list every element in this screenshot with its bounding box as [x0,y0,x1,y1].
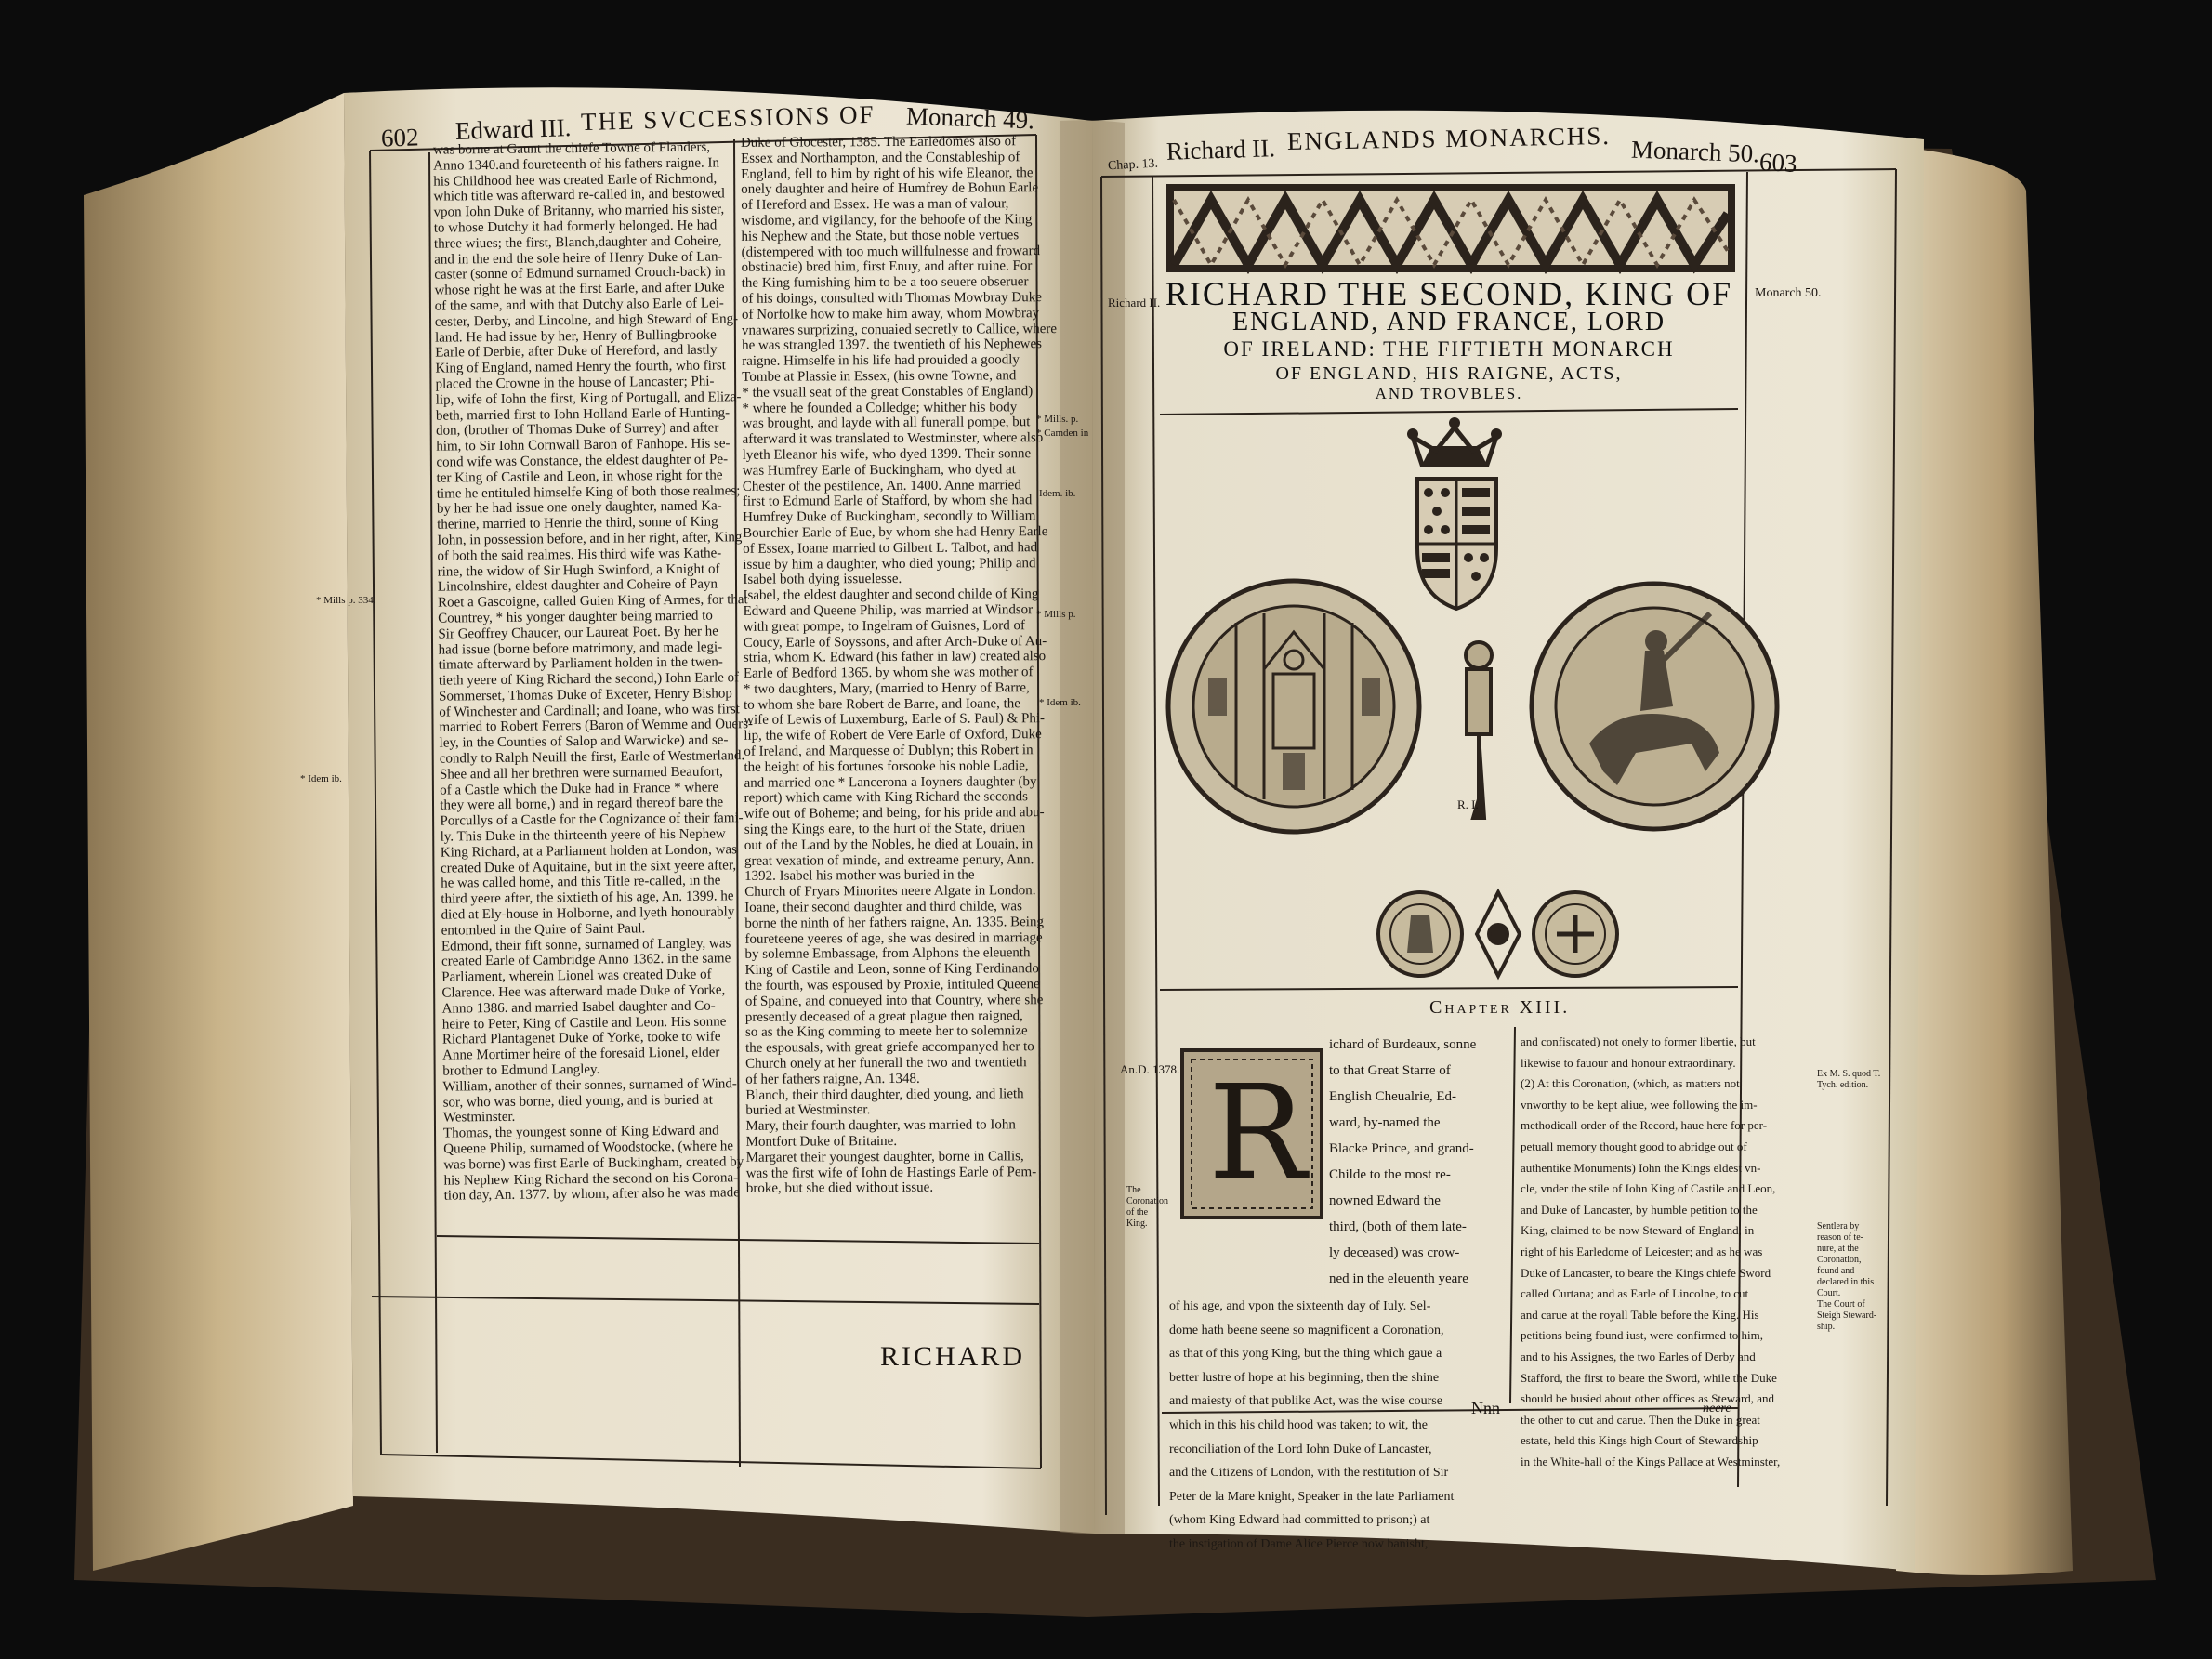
left-catchword: RICHARD [880,1341,1026,1372]
text-line: rine, the widow of Sir Hugh Swinford, a Knight of [437,560,720,580]
text-line: Childe to the most re- [1329,1167,1451,1182]
left-running-head-king: Edward III. [454,113,572,145]
left-running-head-monarch: Monarch 49. [905,101,1035,135]
text-line: of both the said realmes. His third wife was Kathe- [437,546,722,564]
text-line: lyeth Eleanor his wife, who dyed 1399. Their sonne [742,446,1032,463]
text-line: Isabel both dying issuelesse. [743,572,902,588]
text-line: great vexation of minde, and extreame penury, Ann. [744,851,1034,869]
title-line-5: AND TROVBLES. [1375,385,1523,402]
text-line: obstinacie) bred him, first Enuy, and after ruine. For [741,258,1033,276]
text-line: tieth yeere of King Richard the second,) Iohn Earle of [438,670,740,689]
text-line: and confiscated) not onely to former libertie, but [1521,1034,1756,1048]
margin-note: Coronation, [1817,1255,1862,1265]
left-margin-note-2: * Idem ib. [300,773,342,784]
chapter-title-block [1157,274,1741,404]
text-line: Iohn, in possession before, and in her right, after, King [437,530,743,548]
text-line: created Duke of Aquitaine, but in the sixt yeere after, [440,857,737,876]
text-line: of Ireland, and Marquesse of Dublyn; this Robert in [744,743,1034,759]
text-line: Duke of Glocester, 1385. The Earledomes also of [740,134,1017,151]
text-line: ley, in the Counties of Salop and Warwicke) and se- [439,732,729,751]
text-line: buried at Westminster. [745,1102,871,1119]
text-line: King of Castile and Leon, sonne of King Ferdinando [744,961,1039,979]
text-line: Earle of Derbie, after Duke of Hereford, and lastly [435,342,718,362]
text-line: of Norfolke how to make him away, whom Mowbray [741,305,1040,323]
text-line: Duke of Lancaster, to beare the Kings chiefe Sword [1521,1265,1771,1280]
text-line: reconciliation of the Lord Iohn Duke of Lancaster, [1169,1442,1432,1456]
text-line: Coucy, Earle of Soyssons, and after Arch-Duke of Au- [743,633,1047,651]
text-line: Peter de la Mare knight, Speaker in the late Parliament [1169,1489,1455,1504]
right-running-head-chapter: Chap. 13. [1107,156,1159,174]
margin-note: Tych. edition. [1817,1080,1869,1090]
text-line: (whom King Edward had committed to prison;) at [1169,1513,1430,1528]
text-line: likewise to fauour and honour extraordinary. [1521,1055,1736,1070]
text-line: the fourth, was espoused by Proxie, intituled Queene [744,977,1040,994]
text-line: * two daughters, Mary, (married to Henry of Barre, [743,680,1030,697]
text-line: tion day, An. 1377. by whom, after also he was made [443,1185,740,1204]
text-line: third yeere after, the sixtieth of his age, An. 1399. he [441,889,734,907]
text-line: Stafford, the first to beare the Sword, while the Duke [1521,1370,1777,1385]
text-line: timate afterward by Parliament holden in the twen- [438,654,723,673]
text-line: was Humfrey Earle of Buckingham, who dyed at [742,462,1016,479]
text-line: of Hereford and Essex. He was a man of valour, [741,196,1009,214]
text-line: Chester of the pestilence, An. 1400. Anne married [742,477,1021,494]
text-line: petitions being found iust, were confirmed to him, [1521,1328,1764,1343]
text-line: stria, whom K. Edward (his father in law) created also [743,649,1047,666]
text-line: presently deceased of a great plague then raigned, [744,1007,1023,1025]
text-line: estate, held this Kings high Court of Stewardship [1521,1433,1758,1448]
text-line: William, another of their sonnes, surnamed of Wind- [442,1076,737,1095]
text-line: English Cheualrie, Ed- [1329,1089,1457,1104]
text-line: 1392. Isabel his mother was buried in the [744,867,975,885]
text-line: Westminster. [442,1110,516,1126]
text-line: of her fathers raigne, An. 1348. [745,1071,920,1087]
date-margin: An.D. 1378. [1120,1062,1180,1076]
text-line: England, fell to him by right of his wife Eleanor, the [741,165,1034,182]
text-line: Parliament, wherein Lionel was created Duke of [441,967,712,985]
text-line: (2) At this Coronation, (which, as matters not [1521,1076,1740,1091]
text-line: cester, Derby, and Lincolne, and high Steward of Eng- [434,311,739,330]
text-line: vnworthy to be kept aliue, wee following the im- [1521,1097,1758,1112]
text-line: report) which came with King Richard the seconds [744,789,1029,807]
text-line: was brought, and layde with all funerall pompe, but [742,415,1031,432]
margin-note: reason of te- [1817,1232,1863,1243]
coin-left [1378,892,1462,976]
text-line: whose right he was at the first Earle, and after Duke [434,280,725,298]
text-line: of his doings, consulted with Thomas Mowbray Duke [741,290,1042,307]
text-line: Thomas, the youngest sonne of King Edward and [442,1123,719,1141]
text-line: petuall memory thought good to abridge out of [1521,1139,1747,1153]
text-line: heire to Peter, King of Castile and Leon. His sonne [441,1014,727,1033]
text-line: died at Ely-house in Holborne, and lyeth honourably [441,904,735,923]
text-line: Church of Fryars Minorites neere Algate in London. [744,883,1036,901]
text-line: to whom she bare Robert de Barre, and Ioane, the [744,695,1020,713]
text-line: had issue (borne before matrimony, and made legi- [438,639,723,658]
text-line: ter King of Castile and Leon, in whose right for the [436,467,723,486]
text-line: to whose Dutchy it had formerly belonged. He had [433,217,718,236]
drop-cap: R [1208,1058,1307,1209]
text-line: King Richard, at a Parliament holden at London, was [440,842,738,861]
text-line: Anno 1386. and married Isabel daughter and Co- [441,998,716,1017]
right-margin-title-right: Monarch 50. [1755,286,1822,300]
right-catchword: neere [1703,1402,1731,1415]
left-running-head-title: THE SVCCESSIONS OF [580,99,876,137]
text-line: Shee and all her brethren were surnamed Beaufort, [439,764,723,783]
text-line: raigne. Himselfe in his life had prouided a goodly [742,352,1020,369]
text-line: created Earle of Cambridge Anno 1362. in the same [441,951,731,970]
signature-mark: Nnn [1471,1399,1500,1417]
text-line: Edward and Queene Philip, was married at Windsor [743,602,1034,619]
text-line: Sir Geoffrey Chaucer, our Laureat Poet. By her he [438,624,718,642]
text-line: out of the Land by the Nobles, he died at Louain, in [744,836,1034,853]
text-line: Tombe at Plassie in Essex, (his owne Towne, and [742,368,1017,385]
text-line: Montfort Duke of Britaine. [745,1133,898,1150]
text-line: Countrey, * his yonger daughter being married to [438,608,713,626]
text-line: ichard of Burdeaux, sonne [1329,1037,1477,1052]
text-line: Margaret their youngest daughter, borne in Callis, [745,1149,1024,1165]
text-line: his Childhood hee was created Earle of Richmond, [433,171,718,190]
text-line: wife out of Boheme; and being, for his pride and abu- [744,805,1045,823]
text-line: dome hath beene seene so magnificent a Coronation, [1169,1323,1444,1337]
right-margin-notes [1817,1069,1891,1333]
text-line: broke, but she died without issue. [745,1180,934,1197]
text-line: * where he founded a Colledge; whither his body [742,399,1018,416]
text-line: by solemne Embassage, from Alphons the eleuenth [744,945,1031,963]
margin-note: Steigh Steward- [1817,1310,1877,1321]
right-running-head-king: Richard II. [1165,134,1276,165]
text-line: Bourchier Earle of Eue, by whom she had Henry Earle [743,524,1048,541]
text-line: wife of Lewis of Luxemburg, Earle of S. Paul) & Phi- [744,711,1046,729]
text-line: Ioane, their second daughter and third childe, was [744,899,1022,915]
text-line: Earle of Bedford 1365. by whom she was mother of [743,665,1034,681]
text-line: which title was afterward re-called in, and bestowed [433,186,725,205]
text-line: * the vsuall seat of the great Constables of England) [742,383,1034,401]
great-seal-majesty [1168,581,1419,832]
text-line: of Essex, Ioane married to Gilbert L. Talbot, and had [743,539,1038,557]
text-line: sor, who was borne, died young, and is buried at [442,1092,713,1111]
right-page-number: 603 [1758,147,1798,178]
text-line: first to Edmund Earle of Stafford, by whom she had [742,493,1033,510]
text-line: was borne) was first Earle of Buckingham, created by [443,1154,744,1173]
text-line: condly to Ralph Neuill the first, Earle of Westmerland. [439,748,745,767]
text-line: Humfrey Duke of Buckingham, secondly to William [743,508,1036,525]
margin-note: ship. [1817,1322,1836,1332]
text-line: authentike Monuments) Iohn the Kings eldest vn- [1521,1160,1761,1175]
inner-margin-note-4: * Mills p. [1036,609,1076,620]
text-line: ly. This Duke in the thirteenth yeere of his Nephew [440,826,726,845]
right-column-one-indented [1329,1032,1513,1297]
text-line: Blacke Prince, and grand- [1329,1141,1474,1156]
text-line: by her he had issue one onely daughter, named Ka- [436,498,722,517]
text-line: foureteene yeeres of age, she was desired in marriage [744,929,1043,947]
text-line: sing the Kings eare, to the hurt of the State, driuen [744,821,1026,837]
text-line: called Curtana; and as Earle of Lincolne, to cut [1521,1286,1749,1301]
text-line: Roet a Gascoigne, called Guien King of Armes, for that [437,592,748,611]
text-line: of Spaine, and conueyed into that Country, where she [744,992,1044,1009]
text-line: the other to cut and carue. Then the Duke in great [1521,1412,1760,1427]
text-line: of a Castle which the Duke had in France * where [440,780,719,798]
text-line: time he entituled himselfe King of both those realmes; [436,482,741,502]
title-line-1: RICHARD THE SECOND, KING OF [1165,275,1733,312]
text-line: right of his Earledome of Leicester; and as he was [1521,1244,1763,1258]
text-line: Porcullys of a Castle for the Cognizance of their fami- [440,810,744,829]
text-line: cond wife was Constance, the eldest daughter of Pe- [436,452,729,470]
text-line: beth, married first to Iohn Holland Earle of Hunting- [435,404,731,424]
text-line: Essex and Northampton, and the Constableship of [741,150,1020,166]
seal-initials: R. I. [1457,797,1479,811]
title-line-4: OF ENGLAND, HIS RAIGNE, ACTS, [1275,363,1623,384]
text-line: of the same, and with that Dutchy also Earle of Lei- [434,296,724,314]
text-line: the espousals, with great griefe accompanyed her to [745,1039,1034,1057]
text-line: Church onely at her funerall the two and twentieth [745,1055,1027,1072]
text-line: and maiesty of that publike Act, was the wise course [1169,1394,1442,1409]
text-line: third, (both of them late- [1329,1219,1467,1234]
text-line: don, (brother of Thomas Duke of Surrey) and after [436,420,719,439]
right-column-one [1169,1295,1513,1569]
text-line: issue by him a daughter, who died young; Philip and [743,555,1036,573]
left-column-one [432,139,754,1234]
great-seal-equestrian [1532,584,1777,829]
text-line: entombed in the Quire of Saint Paul. [441,921,646,939]
text-line: three wiues; the first, Blanch,daughter and Coheire, [433,233,722,252]
text-line: he was called home, and this Title re-called, in the [441,873,721,892]
text-line: lip, wife of Iohn the first, King of Portugall, and Eliza- [435,388,742,408]
text-line: King of England, named Henry the fourth, who first [435,358,726,376]
margin-note: Court. [1817,1288,1841,1298]
text-line: caster (sonne of Edmund surnamed Crouch-back) in [434,264,726,283]
text-line: so as the King comming to meete her to solemnize [744,1023,1028,1041]
text-line: was the first wife of Iohn de Hastings Earle of Pem- [745,1164,1037,1181]
text-line: the height of his fortunes forsooke his noble Ladie, [744,758,1029,775]
text-line: of Winchester and Cardinall; and Ioane, who was first [439,701,740,720]
title-line-3: OF IRELAND: THE FIFTIETH MONARCH [1223,337,1675,361]
text-line: the instigation of Dame Alice Pierce now banisht, [1169,1536,1429,1551]
text-line: methodicall order of the Record, haue here for per- [1521,1118,1768,1133]
text-line: married to Robert Ferrers (Baron of Wemme and Ouers- [439,717,754,736]
text-line: his Nephew King Richard the second on his Corona- [443,1169,739,1189]
text-line: was borne at Gaunt the chiefe Towne of Flanders, [432,139,711,158]
text-line: they were all borne,) and in regard thereof bare the [440,795,724,814]
left-page-number: 602 [380,123,419,152]
text-line: and carue at the royall Table before the King. His [1521,1307,1759,1322]
text-line: brother to Edmund Langley. [442,1061,600,1079]
ornamental-band [1166,184,1735,272]
text-line: and the Citizens of London, with the restitution of Sir [1169,1466,1449,1481]
text-line: wisdome, and vigilancy, for the behoofe of the King [741,212,1033,229]
left-margin-note-1: * Mills p. 334. [316,595,376,606]
text-line: his Nephew and the State, but those noble vertues [741,228,1020,244]
text-line: ly deceased) was crow- [1329,1245,1460,1260]
text-line: ward, by-named the [1329,1115,1441,1130]
coronation-margin-note: The Coronation of the King. [1126,1185,1168,1229]
text-line: lip, the wife of Robert de Vere Earle of Oxford, Duke [744,727,1042,744]
text-line: borne the ninth of her fathers raigne, An. 1335. Being [744,914,1044,931]
inner-margin-note-1: * Mills. p. [1036,414,1079,425]
text-line: Richard Plantagenet Duke of Yorke, tooke to wife [441,1029,721,1048]
text-line: better lustre of hope at his beginning, then the shine [1169,1370,1440,1385]
text-line: (distempered with too much willfulnesse and froward [741,243,1041,260]
text-line: nowned Edward the [1329,1193,1441,1208]
text-line: cle, vnder the stile of Iohn King of Castile and Leon, [1521,1181,1776,1196]
right-running-head-monarch: Monarch 50. [1630,135,1760,168]
chapter-heading: Chapter XIII. [1429,997,1571,1018]
inner-margin-note-3: Idem. ib. [1039,488,1076,499]
title-line-2: ENGLAND, AND FRANCE, LORD [1231,308,1666,336]
margin-note: Ex M. S. quod T. [1817,1069,1881,1079]
margin-note: Sentlera by [1817,1221,1860,1231]
margin-note: found and [1817,1266,1855,1276]
text-line: him, to Sir Iohn Cornwall Baron of Fanhope. His se- [436,436,731,454]
right-margin-title-left: Richard II. [1108,296,1161,309]
text-line: Edmond, their fift sonne, surnamed of Langley, was [441,935,731,955]
text-line: and married one * Lancerona a Ioyners daughter (by [744,773,1037,791]
text-line: vnawares surprizing, conuaied secretly to Callice, where [741,321,1058,338]
text-line: King, claimed to be now Steward of England, in [1521,1223,1755,1238]
text-line: and Duke of Lancaster, by humble petition to the [1521,1202,1758,1217]
text-line: the King furnishing him to be a too seuere obseruer [741,274,1029,291]
text-line: which in this his child hood was taken; to wit, the [1169,1417,1429,1432]
text-line: land. He had issue by her, Henry of Bullingbrooke [434,327,717,346]
margin-note: nure, at the [1817,1244,1859,1254]
right-running-head-title: ENGLANDS MONARCHS. [1286,121,1612,156]
coat-of-arms-shield [1417,479,1496,609]
text-line: Clarence. Hee was afterward made Duke of Yorke, [441,982,726,1001]
text-line: Mary, their fourth daughter, was married to Iohn [745,1117,1016,1135]
text-line: Anne Mortimer heire of the foresaid Lionel, elder [442,1045,720,1063]
text-line: Queene Philip, surnamed of Woodstocke, (where he [443,1139,734,1157]
text-line: Lincolnshire, eldest daughter and Coheire of Payn [437,576,718,595]
margin-note: declared in this [1817,1277,1875,1287]
text-line: and in the end the sole heire of Henry Duke of Lan- [434,248,723,268]
text-line: afterward it was translated to Westminster, where also [742,430,1044,447]
text-line: therine, married to Henrie the third, sonne of King [437,514,718,533]
text-line: Anno 1340.and foureteenth of his fathers raigne. In [433,155,720,174]
text-line: in the White-hall of the Kings Pallace at Westminster, [1521,1454,1781,1468]
text-line: of his age, and vpon the sixteenth day of Iuly. Sel- [1169,1299,1431,1313]
inner-margin-note-5: * Idem ib. [1039,697,1081,708]
text-line: and to his Assignes, the two Earles of Derby and [1521,1349,1756,1363]
text-line: as that of this yong King, but the thing which gaue a [1169,1347,1442,1362]
text-line: with great pompe, to Ingelram of Guisnes, Lord of [743,617,1025,635]
text-line: Blanch, their third daughter, died young, and lieth [745,1086,1024,1103]
inner-margin-note-2: * Camden in [1036,428,1089,439]
text-line: Sommerset, Thomas Duke of Exceter, Henry Bishop [439,686,732,704]
text-line: placed the Crowne in the house of Lancaster; Phi- [435,374,715,392]
text-line: Isabel, the eldest daughter and second childe of King [743,586,1039,603]
text-line: he was strangled 1397. the twentieth of his Nephewes [742,336,1042,354]
text-line: ned in the eleuenth yeare [1329,1271,1468,1286]
text-line: should be busied about other offices as Steward, and [1521,1391,1775,1406]
text-line: vpon Iohn Duke of Britanny, who married his sister, [433,202,725,220]
coin-right [1534,892,1617,976]
margin-note: The Court of [1817,1299,1865,1310]
text-line: onely daughter and heire of Humfrey de Bohun Earle [741,180,1039,198]
text-line: to that Great Starre of [1329,1063,1451,1078]
